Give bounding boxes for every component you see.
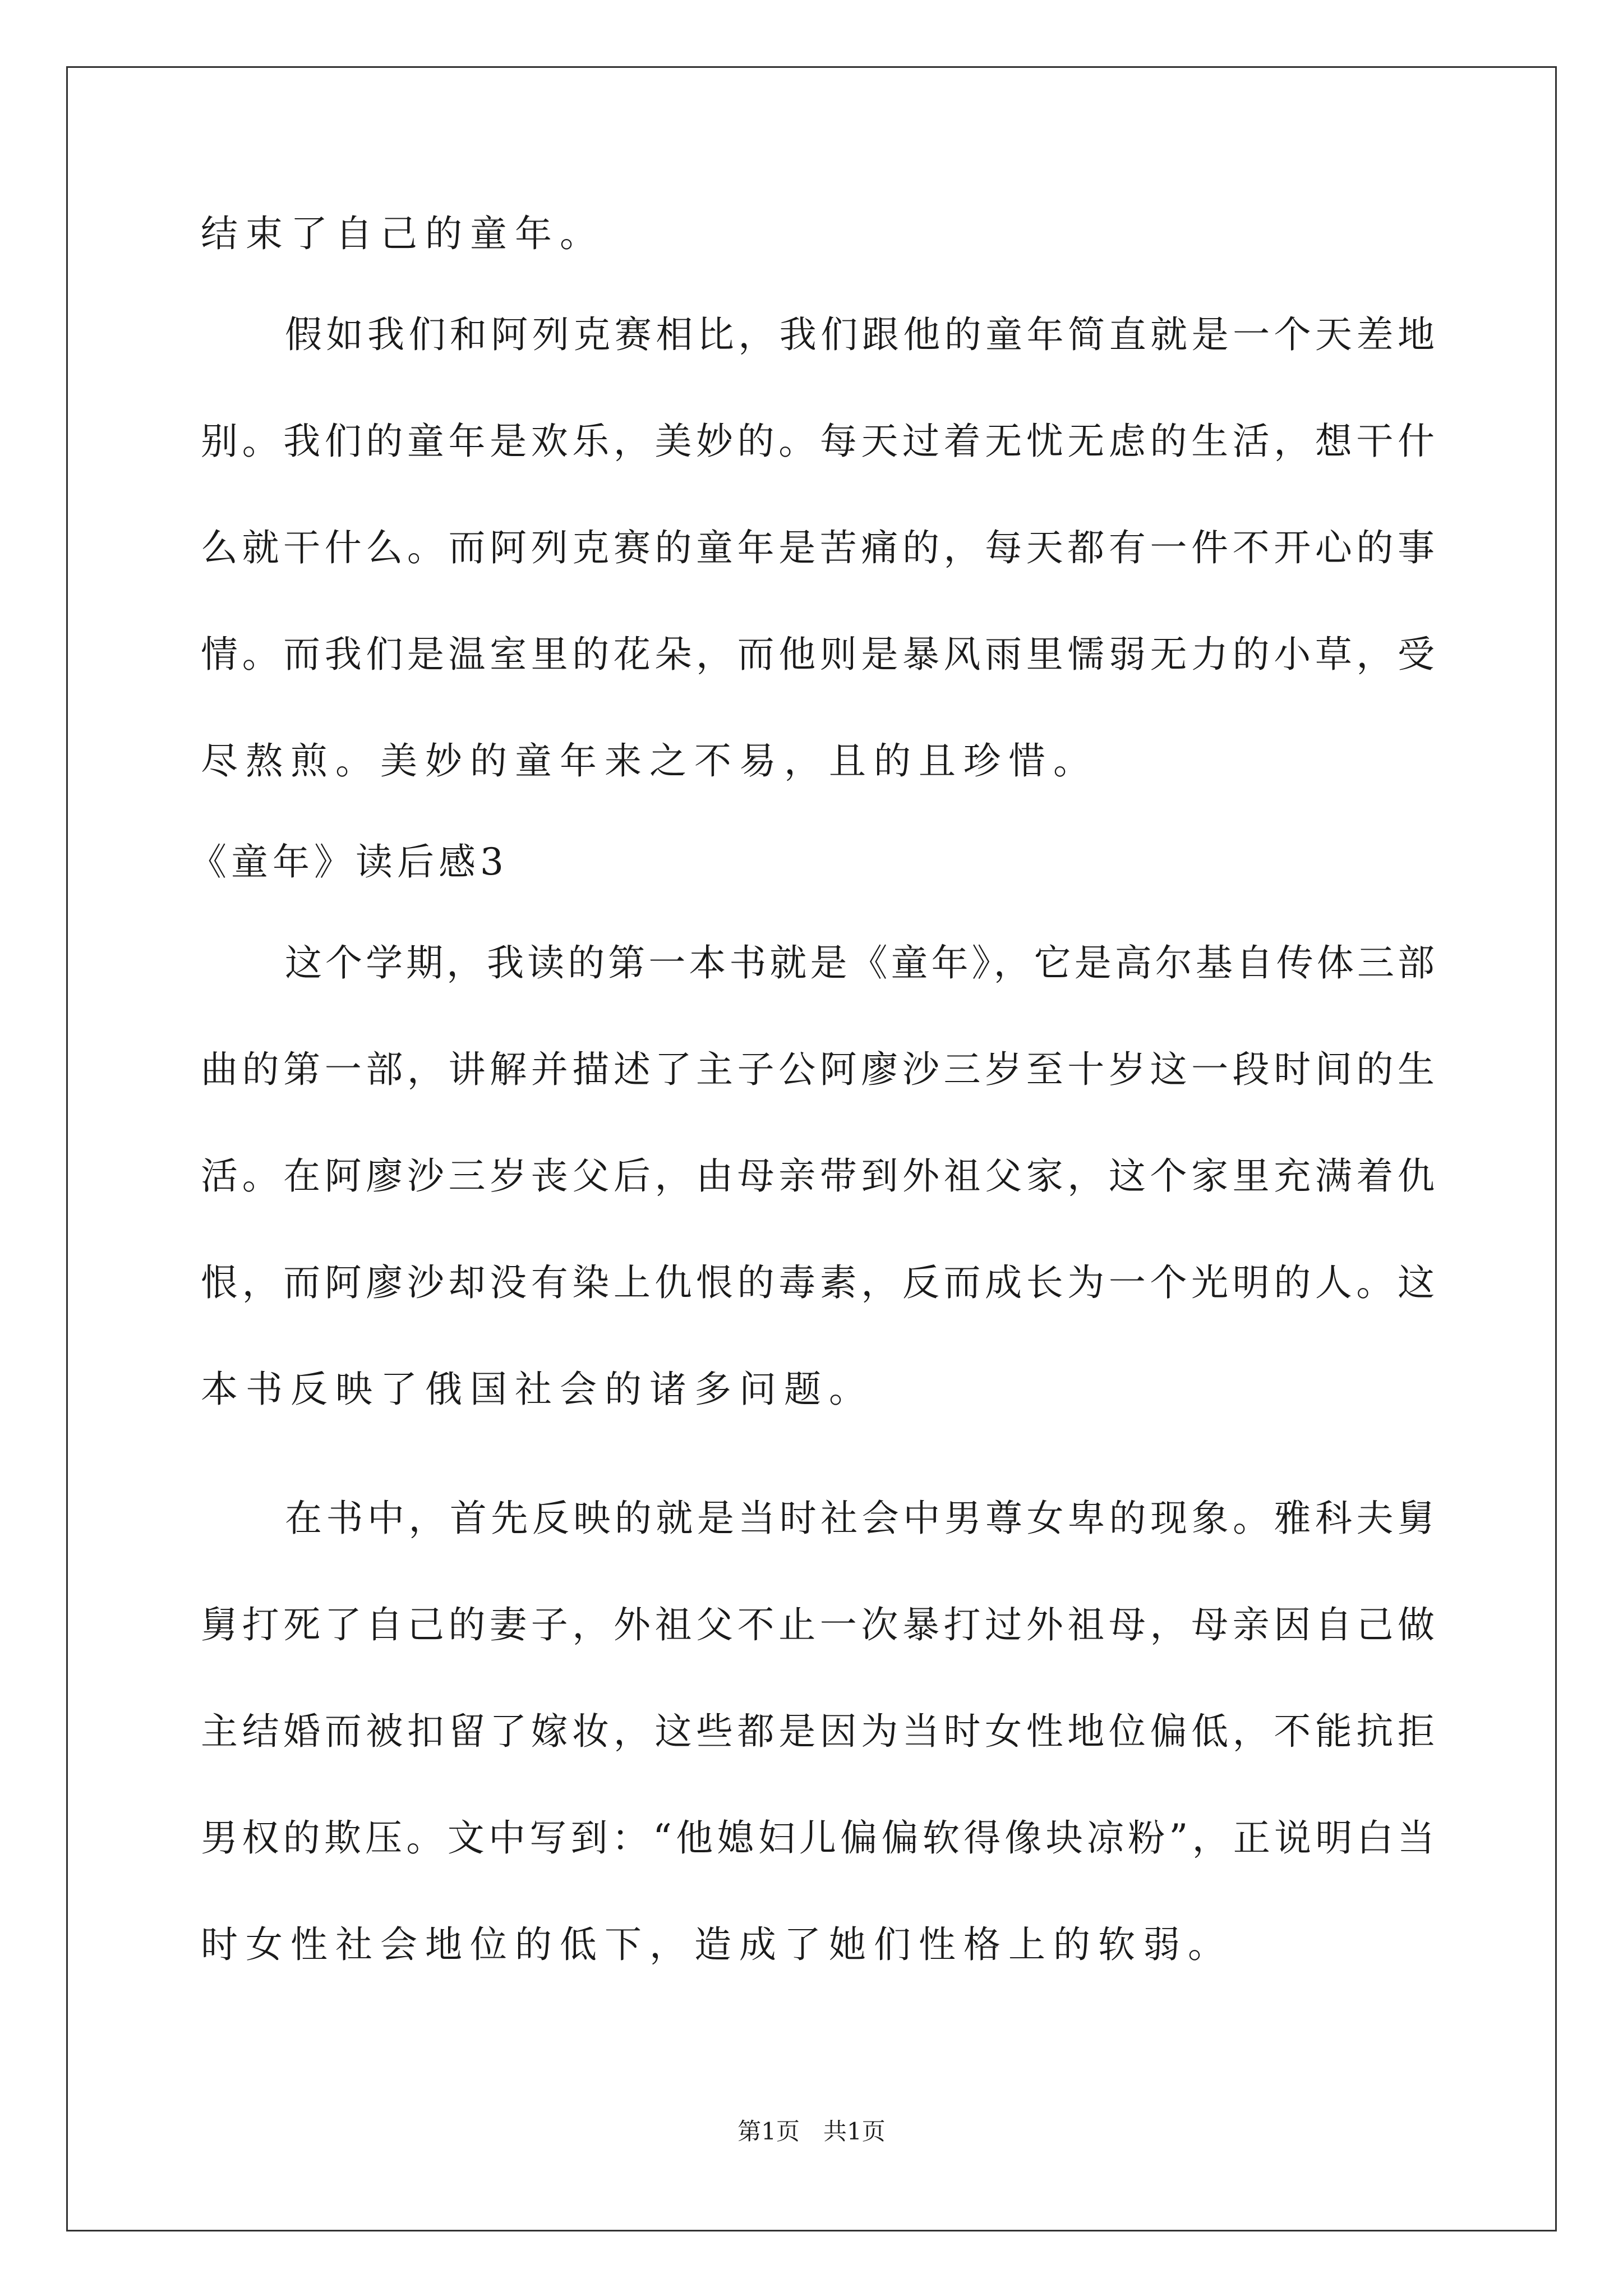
page-number-footer: 第1页 共1页: [737, 2118, 886, 2145]
text-line: 本书反映了俄国社会的诸多问题。: [201, 1368, 874, 1411]
text-line: 男权的欺压。文中写到：“他媳妇儿偏偏软得像块凉粉”，正说明白当: [201, 1816, 1435, 1860]
text-line: 假如我们和阿列克赛相比，我们跟他的童年简直就是一个天差地: [285, 313, 1435, 356]
text-line: 舅打死了自己的妻子，外祖父不止一次暴打过外祖母，母亲因自己做: [201, 1603, 1435, 1646]
text-line: 结束了自己的童年。: [201, 212, 605, 255]
text-line: 曲的第一部，讲解并描述了主子公阿廖沙三岁至十岁这一段时间的生: [201, 1048, 1435, 1091]
section-heading: 《童年》读后感3: [190, 840, 508, 884]
text-line: 恨，而阿廖沙却没有染上仇恨的毒素，反而成长为一个光明的人。这: [201, 1261, 1435, 1304]
text-line: 时女性社会地位的低下，造成了她们性格上的软弱。: [201, 1923, 1233, 1966]
text-line: 尽熬煎。美妙的童年来之不易，且的且珍惜。: [201, 739, 1098, 783]
text-line: 么就干什么。而阿列克赛的童年是苦痛的，每天都有一件不开心的事: [201, 526, 1435, 569]
text-line: 在书中，首先反映的就是当时社会中男尊女卑的现象。雅科夫舅: [285, 1497, 1435, 1540]
text-line: 这个学期，我读的第一本书就是《童年》，它是高尔基自传体三部: [285, 941, 1435, 984]
text-line: 活。在阿廖沙三岁丧父后，由母亲带到外祖父家，这个家里充满着仇: [201, 1154, 1435, 1198]
page-border: [66, 66, 1557, 2231]
text-line: 别。我们的童年是欢乐，美妙的。每天过着无忧无虑的生活，想干什: [201, 420, 1435, 463]
text-line: 情。而我们是温室里的花朵，而他则是暴风雨里懦弱无力的小草，受: [201, 633, 1435, 676]
text-line: 主结婚而被扣留了嫁妆，这些都是因为当时女性地位偏低，不能抗拒: [201, 1710, 1435, 1753]
